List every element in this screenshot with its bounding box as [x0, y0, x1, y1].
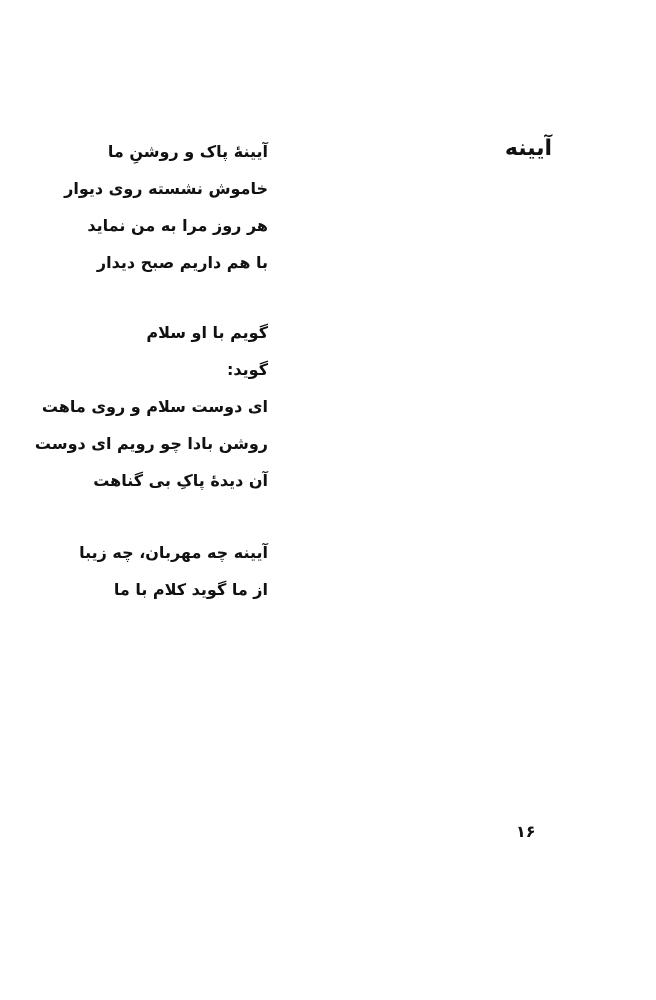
poem-line: خاموش نشسته روی دیوار	[64, 179, 268, 198]
poem-line: آیینه چه مهربان، چه زیبا	[79, 543, 268, 562]
poem-line: آن دیدهٔ پاکِ بی گناهت	[93, 471, 268, 490]
stanza-2	[28, 321, 268, 506]
poem-line: از ما گوید کلام با ما	[113, 580, 268, 599]
poem-body	[28, 140, 268, 615]
poem-line: روشن بادا چو رویم ای دوست	[34, 434, 268, 453]
stanza-1	[28, 140, 268, 288]
poem-line: با هم داریم صبح دیدار	[96, 253, 268, 272]
poem-line: هر روز مرا به من نماید	[87, 216, 268, 235]
poem-title: آیینه	[504, 136, 552, 161]
poem-line: ای دوست سلام و روی ماهت	[41, 397, 268, 416]
poem-line: گویم با او سلام	[146, 323, 268, 342]
page-number: ۱۶	[516, 822, 536, 841]
poem-line: گوید:	[227, 360, 268, 379]
stanza-3	[28, 541, 268, 615]
poem-line: آیینهٔ پاک و روشنِ ما	[107, 142, 268, 161]
